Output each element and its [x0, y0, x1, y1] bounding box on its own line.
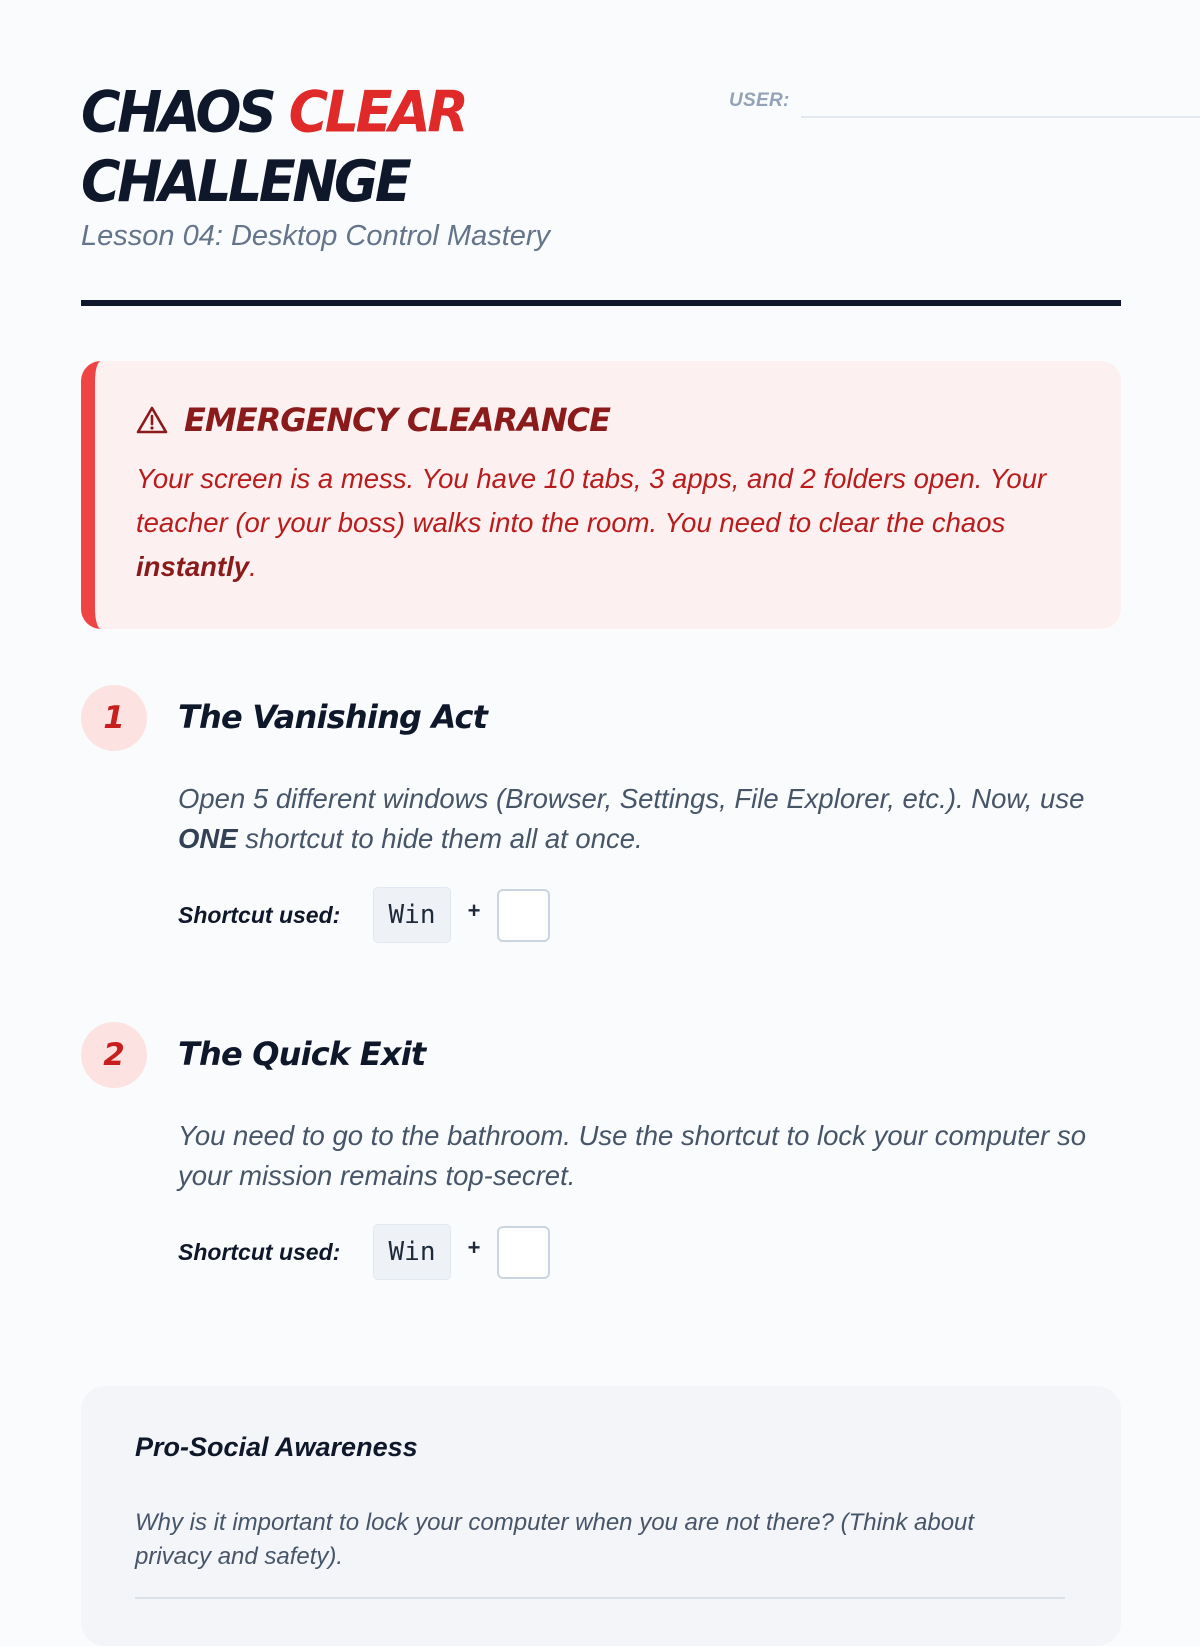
title-word-challenge: CHALLENGE [81, 148, 409, 215]
plus-sign: + [467, 1235, 481, 1260]
shortcut-row [178, 887, 550, 943]
alert-title: EMERGENCY CLEARANCE [184, 401, 610, 439]
task-number-badge: 1 [81, 685, 147, 751]
task-description-end: shortcut to hide them all at once. [237, 823, 643, 854]
win-key-badge: Win [373, 887, 451, 943]
lesson-subtitle: Lesson 04: Desktop Control Mastery [81, 220, 551, 252]
plus-sign: + [467, 898, 481, 923]
alert-heading [136, 401, 610, 439]
task-description-text: You need to go to the bathroom. Use the shortcut to lock your computer so your mission remains top-secret. [178, 1120, 1087, 1191]
warning-triangle-icon [136, 405, 168, 435]
reflection-title: Pro-Social Awareness [135, 1432, 418, 1462]
reflection-question: Why is it important to lock your computer when you are not there? (Think about privacy and safety). [135, 1509, 975, 1570]
header-divider [81, 300, 1121, 306]
reflection-box [81, 1386, 1121, 1646]
task-description [178, 779, 1123, 859]
task-title: The Quick Exit [178, 1035, 426, 1073]
worksheet-header [81, 78, 1121, 252]
page-title [81, 78, 1121, 217]
answer-line[interactable] [135, 1597, 1065, 1599]
shortcut-label: Shortcut used: [178, 901, 341, 928]
alert-body-text: Your screen is a mess. You have 10 tabs, 3 apps, and 2 folders open. Your teacher (or your boss) walks into the room. You need to clear the chaos [136, 463, 1047, 538]
user-name-field[interactable] [801, 116, 1200, 118]
shortcut-row [178, 1224, 550, 1280]
alert-body-emphasis: instantly [136, 551, 250, 582]
shortcut-key-input[interactable] [497, 889, 550, 942]
task-description-emphasis: ONE [178, 823, 238, 854]
task-title: The Vanishing Act [178, 698, 488, 736]
alert-body-end: . [249, 551, 257, 582]
shortcut-label: Shortcut used: [178, 1238, 341, 1265]
title-word-clear: CLEAR [288, 79, 466, 146]
emergency-alert-box [81, 361, 1121, 629]
win-key-badge: Win [373, 1224, 451, 1280]
alert-body [136, 457, 1096, 589]
title-word-chaos: CHAOS [81, 79, 274, 146]
task-description [178, 1116, 1123, 1196]
task-number-badge: 2 [81, 1022, 147, 1088]
user-label: USER: [729, 90, 790, 111]
shortcut-key-input[interactable] [497, 1226, 550, 1279]
task-description-text: Open 5 different windows (Browser, Settings, File Explorer, etc.). Now, use [178, 783, 1085, 814]
